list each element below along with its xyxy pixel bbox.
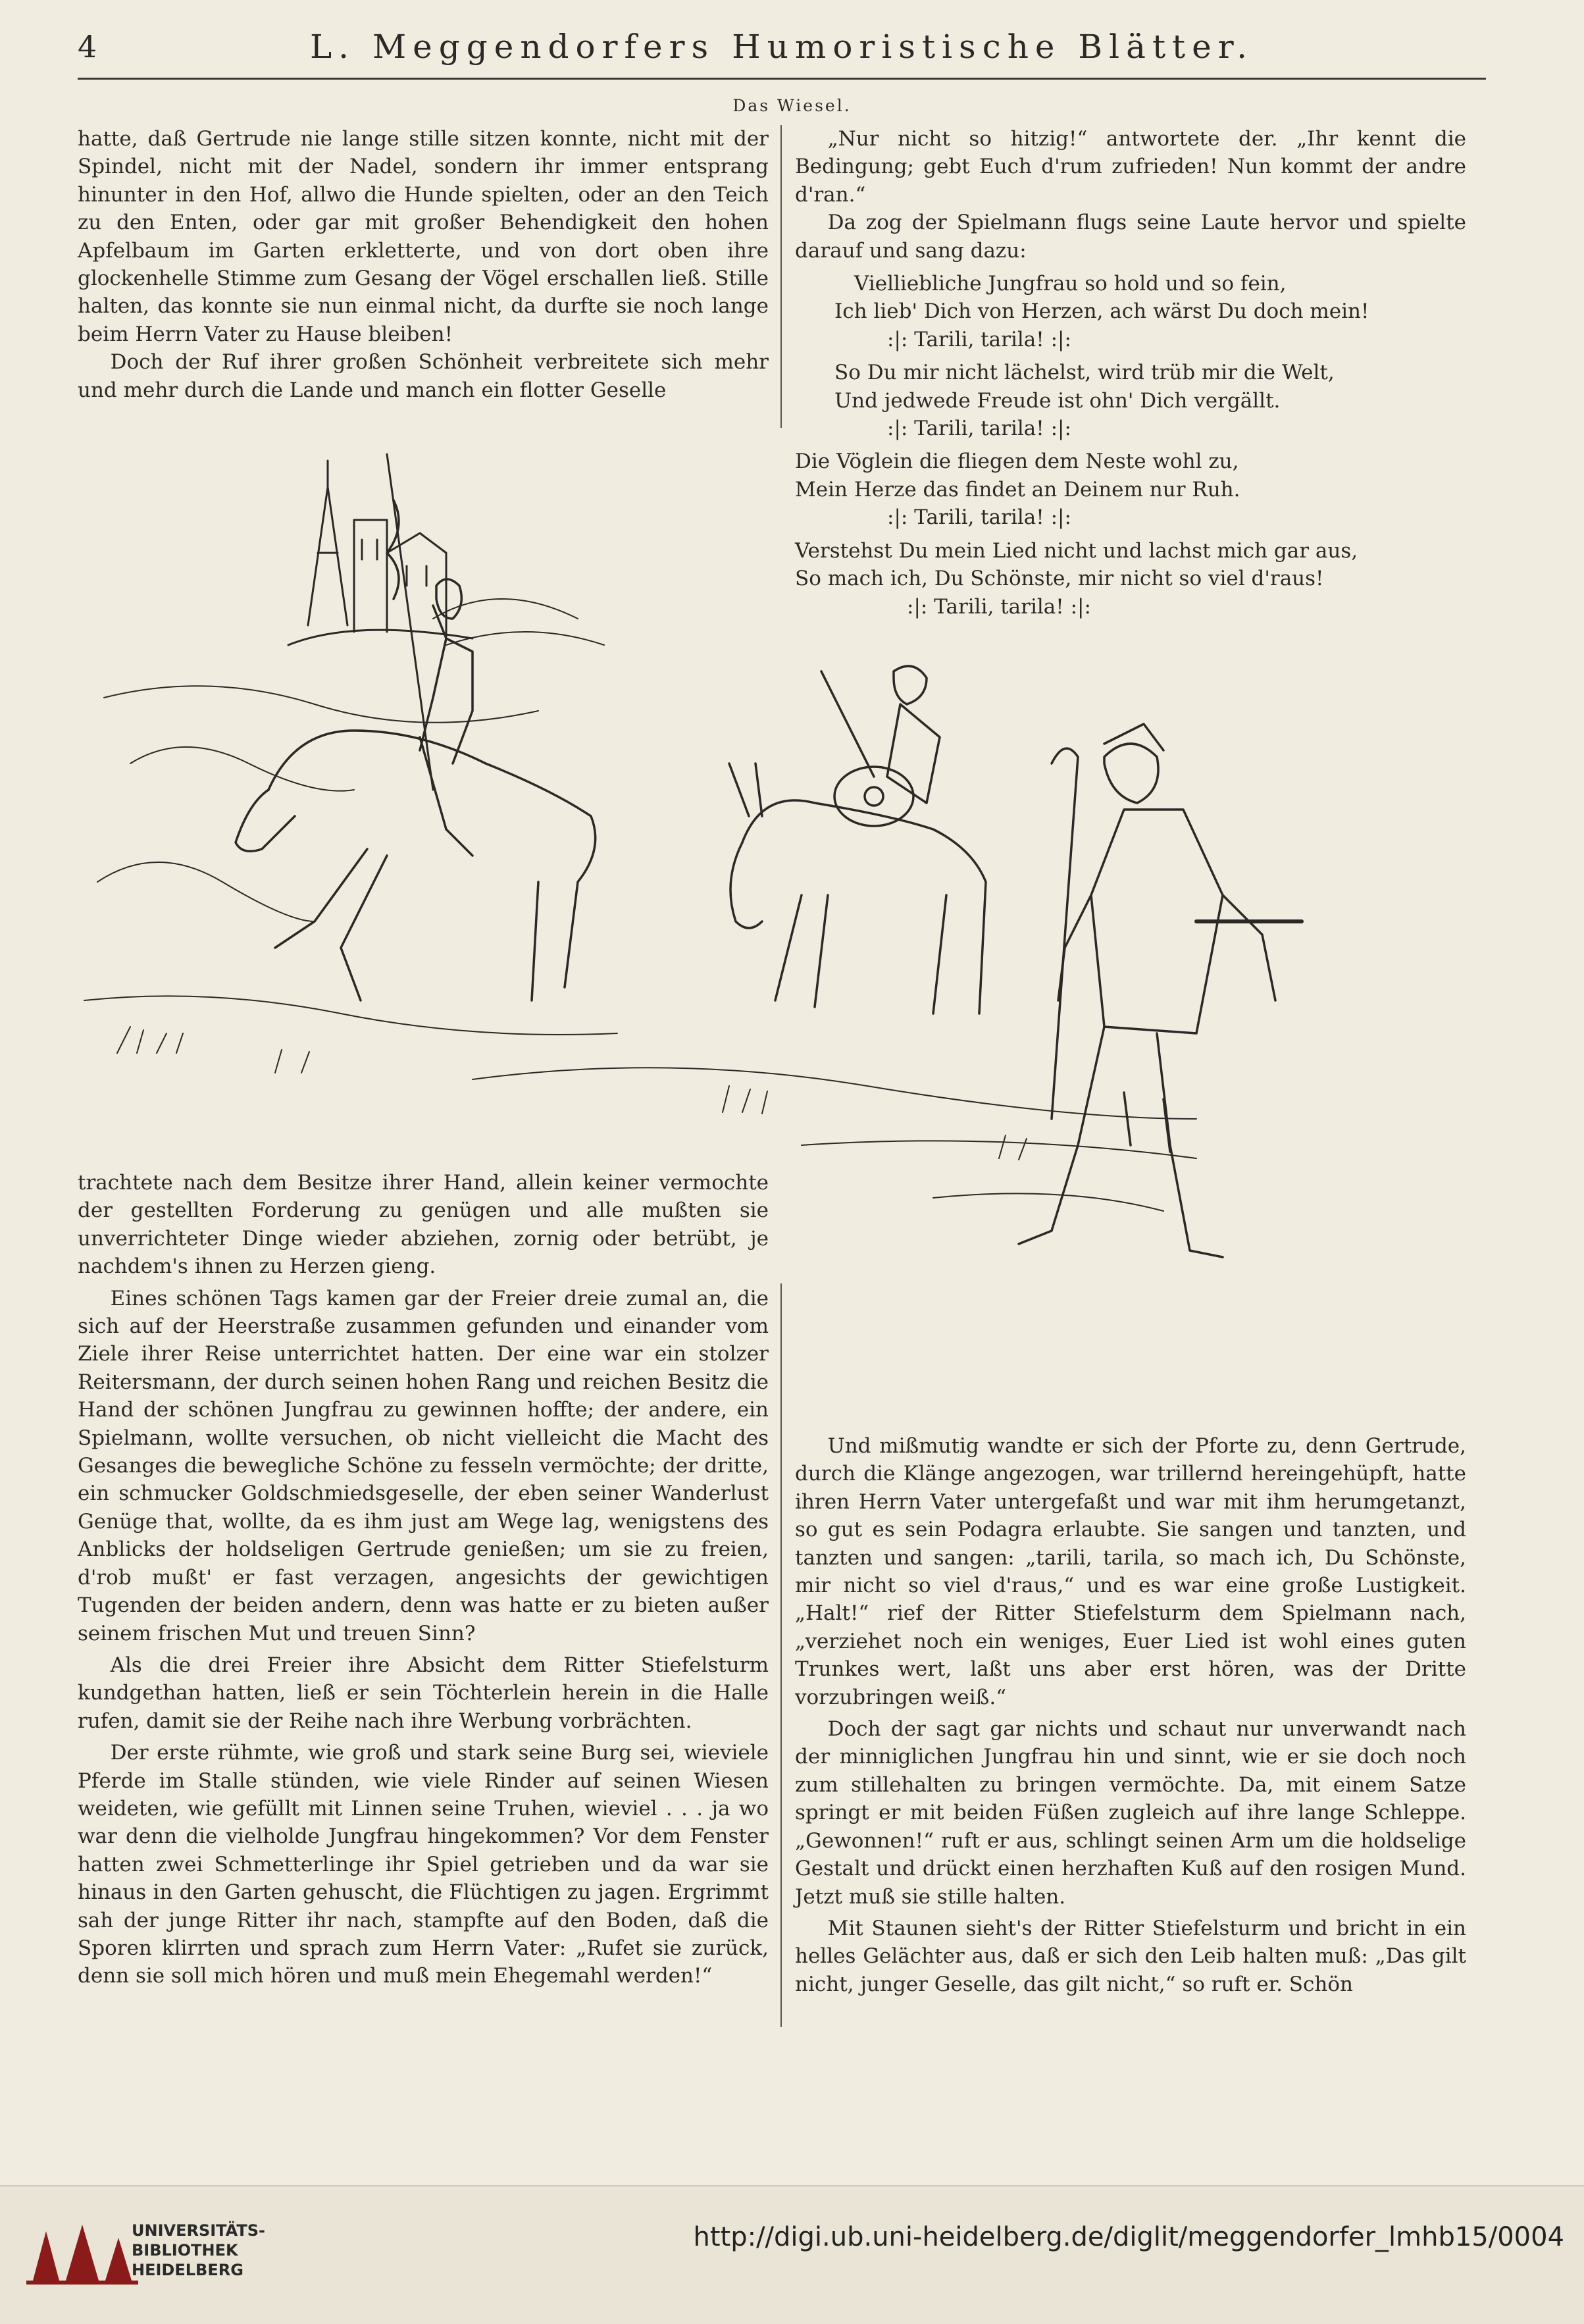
verse-line: Die Vöglein die fliegen dem Neste wohl zu, <box>795 450 1239 474</box>
verse-line: Vielliebliche Jungfrau so hold und so fein, <box>854 272 1287 296</box>
paragraph: Und mißmutig wandte er sich der Pforte zu, denn Gertrude, durch die Klänge angezogen, war trillernd hereingehüpft, hatte ihren Herrn Vater untergefaßt und war mit ihm herumgetanzt, so gut es sein Podagra erlaubte. Sie sangen und tanzten, und tanzten und sangen: „tarili, tarila, so mach ich, Du Schönste, mir nicht so viel d'raus,“ und es war eine große Lustigkeit. „Halt!“ rief der Ritter Stiefelsturm dem Spielmann nach, „verziehet noch ein weniges, Euer Lied ist wohl eines guten Trunkes wert, laßt uns aber erst hören, was der Dritte vorzubringen weiß.“ <box>795 1434 1466 1709</box>
left-column-top <box>78 125 769 404</box>
running-title: L. Meggendorfers Humoristische Blätter. <box>309 28 1254 66</box>
landscape-hatching <box>84 599 1196 1211</box>
paragraph: Da zog der Spielmann flugs seine Laute hervor und spielte darauf und sang dazu: <box>795 211 1466 263</box>
column-rule <box>780 125 782 428</box>
verse-line: Verstehst Du mein Lied nicht und lachst mich gar aus, <box>795 538 1358 563</box>
verse-refrain: :|: Tarili, tarila! :|: <box>887 505 1071 530</box>
story-title: Das Wiesel. <box>732 96 852 115</box>
verse-refrain: :|: Tarili, tarila! :|: <box>887 327 1071 351</box>
verse-line: So mach ich, Du Schönste, mir nicht so viel d'raus! <box>795 567 1324 591</box>
paragraph: hatte, daß Gertrude nie lange stille sitzen konnte, nicht mit der Spindel, nicht mit der Nadel, sondern ihr immer entsprang hinunter in den Hof, allwo die Hunde spielten, oder an den Teich zu den Enten, oder gar mit großer Behendigkeit den hohen Apfelbaum im Garten erkletterte, und von dort oben ihre glockenhelle Stimme zum Gesang der Vögel erschallen ließ. Stille halten, das konnte sie nun einmal nicht, da durfte sie noch lange beim Herrn Vater zu Hause bleiben! <box>78 127 769 346</box>
header-rule <box>78 78 1486 80</box>
source-url-link[interactable]: http://digi.ub.uni-heidelberg.de/diglit/meggendorfer_lmhb15/0004 <box>693 2222 1564 2252</box>
paragraph: Als die drei Freier ihre Absicht dem Ritter Stiefelsturm kundgethan hatten, ließ er sein Töchterlein herein in die Halle rufen, damit sie der Reihe nach ihre Werbung vorbrächten. <box>78 1653 769 1733</box>
page-number: 4 <box>78 29 97 65</box>
minstrel-on-donkey <box>729 666 986 1014</box>
paragraph: trachtete nach dem Besitze ihrer Hand, allein keiner vermochte der gestellten Forderung zu genügen und alle mußten sie unverrichteter Dinge wieder abziehen, zornig oder betrübt, je nachdem's ihnen zu Herzen gieng. <box>78 1171 769 1279</box>
page-header <box>78 25 1486 71</box>
paragraph: „Nur nicht so hitzig!“ antwortete der. „Ihr kennt die Bedingung; gebt Euch d'rum zufrieden! Nun kommt der andre d'ran.“ <box>795 127 1466 207</box>
stanza-1 <box>795 270 1466 353</box>
left-column-bottom <box>78 1169 769 1990</box>
right-column-bottom <box>795 1432 1466 1998</box>
paragraph: Doch der sagt gar nichts und schaut nur unverwandt nach der minniglichen Jungfrau hin und sinnt, wie er sie doch noch zum stillehalten zu bringen vermöchte. Da, mit einem Satze springt er mit beiden Füßen zugleich auf ihre lange Schleppe. „Gewonnen!“ ruft er aus, schlingt seinen Arm um die holdselige Gestalt und drückt einen herzhaften Kuß auf den rosigen Mund. Jetzt muß sie stille halten. <box>795 1717 1466 1909</box>
verse-refrain: :|: Tarili, tarila! :|: <box>907 594 1091 619</box>
library-name-line: UNIVERSITÄTS- <box>132 2221 266 2240</box>
footer-rule <box>0 2185 1584 2186</box>
goldsmith-journeyman <box>1019 724 1302 1257</box>
library-name <box>132 2221 265 2280</box>
verse-line: So Du mir nicht lächelst, wird trüb mir die Welt, <box>834 361 1335 385</box>
library-name-line: HEIDELBERG <box>132 2261 243 2279</box>
paragraph: Eines schönen Tags kamen gar der Freier dreie zumal an, die sich auf der Heerstraße zusammen gefunden und einander vom Ziele ihrer Reise unterrichtet hatten. Der eine war ein stolzer Reitersmann, der durch seinen hohen Rang und reichen Besitz die Hand der schönen Jungfrau zu gewinnen hoffte; der andere, ein Spielmann, wollte versuchen, ob nicht vielleicht die Macht des Gesanges die bewegliche Schöne zu fesseln vermöchte; der dritte, ein schmucker Goldschmiedsgeselle, der eben seiner Wanderlust Genüge that, wollte, da es ihm just am Wege lag, wenigstens des Anblicks der holdseligen Gertrude genießen; um sie zu freien, d'rob mußt' er fast verzagen, angesichts der gewichtigen Tugenden der beiden andern, denn was hatte er zu bieten außer seinem frischen Mut und treuen Sinn? <box>78 1286 769 1645</box>
verse-line: Und jedwede Freude ist ohn' Dich vergällt. <box>834 388 1281 413</box>
verse-line: Ich lieb' Dich von Herzen, ach wärst Du doch mein! <box>834 299 1369 324</box>
verse-refrain: :|: Tarili, tarila! :|: <box>887 417 1071 441</box>
column-rule <box>780 1283 782 2027</box>
paragraph: Der erste rühmte, wie groß und stark seine Burg sei, wieviele Pferde im Stalle stünden, wie viele Rinder auf seinen Wiesen weideten, wie gefüllt mit Linnen seine Truhen, wieviel . . . ja wo war denn die vielholde Jungfrau hingekommen? Vor dem Fenster hatten zwei Schmetterlinge ihr Spiel getrieben und da war sie hinaus in den Garten gehuscht, die Flüchtigen zu jagen. Ergrimmt sah der junge Ritter ihr nach, stampfte auf den Boden, daß die Sporen klirrten und sprach zum Herrn Vater: „Rufet sie zurück, denn sie soll mich hören und muß mein Ehegemahl werden!“ <box>78 1741 769 1988</box>
verse-line: Mein Herze das findet an Deinem nur Ruh. <box>795 477 1240 502</box>
paragraph: Doch der Ruf ihrer großen Schönheit verbreitete sich mehr und mehr durch die Lande und manch ein flotter Geselle <box>78 350 769 402</box>
library-name-line: BIBLIOTHEK <box>132 2241 238 2259</box>
paragraph: Mit Staunen sieht's der Ritter Stiefelsturm und bricht in ein helles Gelächter aus, daß er sich den Leib halten muß: „Das gilt nicht, junger Geselle, das gilt nicht,“ so ruft er. Schön <box>795 1916 1466 1996</box>
